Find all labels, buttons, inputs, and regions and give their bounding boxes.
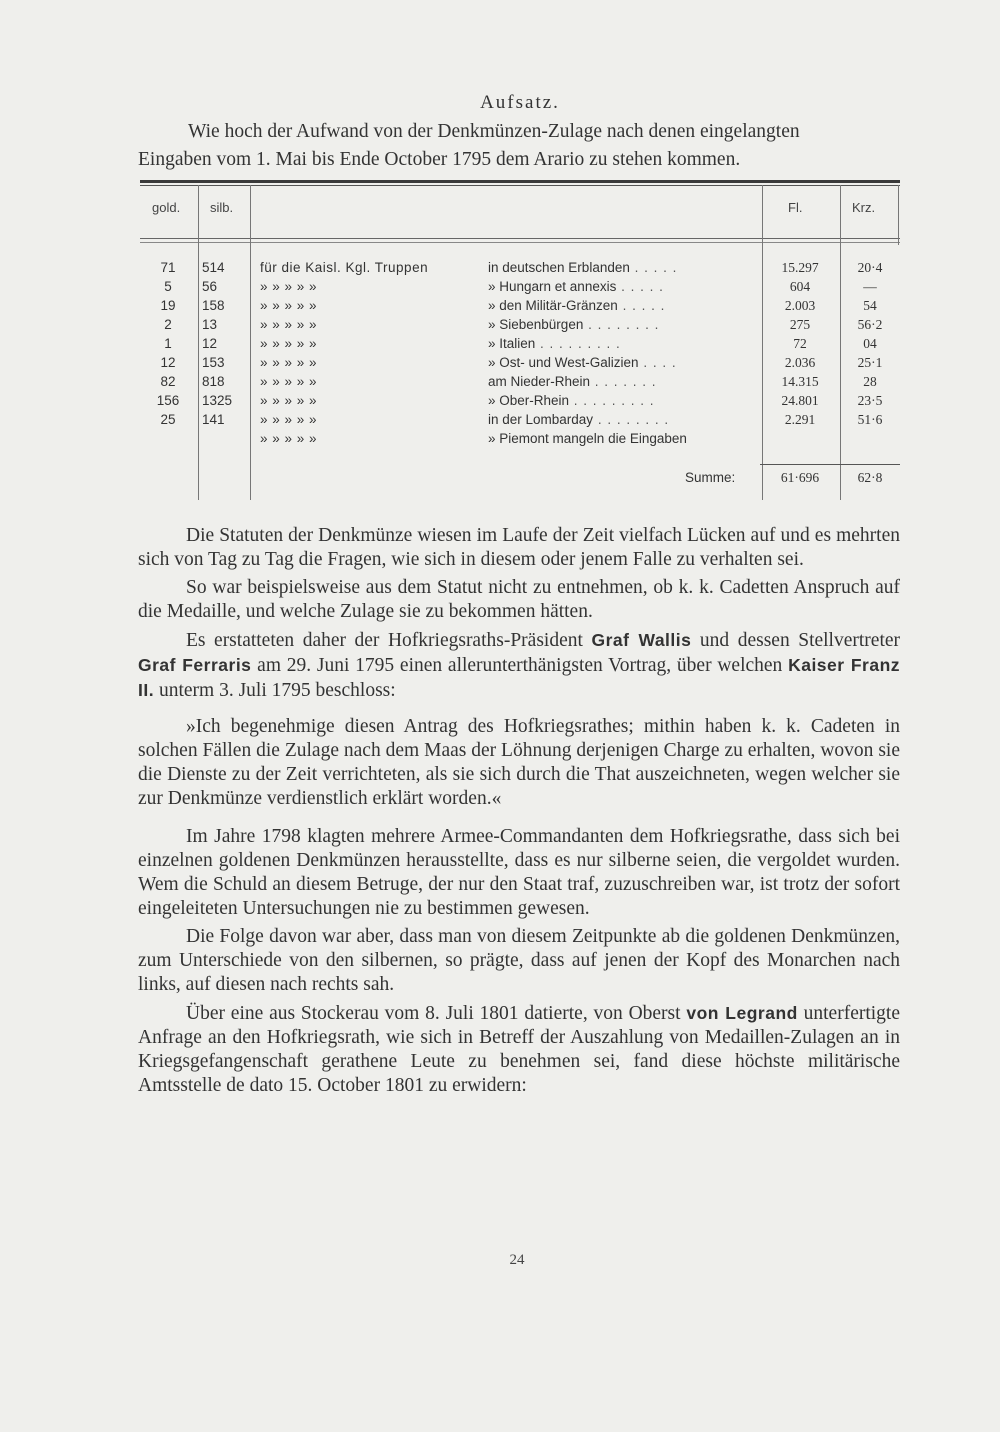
paragraph (138, 628, 900, 703)
cell-place: » Ober-Rhein (488, 393, 570, 408)
cell-leader-dots: . . . . . (616, 279, 664, 294)
cell-fl: 14.315 (781, 374, 819, 389)
cell-silb: 13 (202, 317, 218, 332)
header-rule (140, 238, 900, 239)
paragraph-text: Es erstatteten daher der Hofkriegsraths-Präsident (186, 630, 592, 651)
cell-silb: 141 (202, 412, 225, 427)
paragraph: Im Jahre 1798 klagten mehrere Armee-Commandanten dem Hofkriegsrathe, dass sich bei einzelnen goldenen Denkmünzen herausstellte, dass es nur silberne seien, die vergoldet wurden. Wem die Schuld an diesem Betruge, der nur den Staat traf, zuzuschreiben war, ist trotz der sofort eingeleiteten Untersuchungen nie zu bestimmen gewesen. (138, 826, 900, 919)
cell-description (260, 279, 760, 294)
page-number: 24 (509, 1252, 525, 1268)
cell-leader-dots: . . . . . . . (590, 374, 657, 389)
paragraph: So war beispielsweise aus dem Statut nicht zu entnehmen, ob k. k. Cadetten Anspruch auf die Medaille, und welche Zulage sie zu bekommen hätten. (138, 577, 900, 622)
header-silb: silb. (210, 200, 234, 215)
paragraph-text: Über eine aus Stockerau vom 8. Juli 1801 datierte, von Oberst (186, 1003, 687, 1024)
paragraph-text: unterfertigte Anfrage an den Hofkriegsrath, wie sich in Betreff der Auszahlung von Medaillen-Zulagen an in Kriegsgefangenschaft gerathene Leute zu benehmen sei, fand diese höchste militärische Amtsstelle de dato 15. October 1801 zu erwidern: (138, 1003, 901, 1096)
cell-krz: 28 (863, 374, 877, 389)
cell-place: » Piemont mangeln die Eingaben (488, 431, 687, 446)
cell-silb: 153 (202, 355, 225, 370)
cell-place: in der Lombarday (488, 412, 594, 427)
cell-silb: 158 (202, 298, 225, 313)
cell-silb: 12 (202, 336, 218, 351)
cell-leader-dots: . . . . . . . . . (535, 336, 621, 351)
cell-silb: 514 (202, 260, 225, 275)
cell-description (260, 374, 760, 389)
cell-place: » den Militär-Gränzen (488, 298, 618, 313)
cell-fl: 604 (789, 279, 811, 294)
table-row (140, 431, 900, 450)
table-row (140, 412, 900, 431)
person-name: Kaiser Franz II. (138, 655, 901, 700)
cell-krz: 04 (863, 336, 877, 351)
cell-leader-dots: . . . . . . . . (593, 412, 670, 427)
cell-gold: 156 (156, 393, 180, 408)
cell-place: am Nieder-Rhein (488, 374, 591, 389)
quotation: »Ich begenehmige diesen Antrag des Hofkriegsrathes; mithin haben k. k. Cadeten in solchen Fällen die Zulage nach dem Maas der Löhnung derjenigen Charge zu erhalten, wovon sie die Dienste zu der Zeit verrichteten, als sie sich durch die That auszeichneten, wegen welcher sie zur Denkmünze verdienstlich erklärt worden.« (138, 716, 900, 809)
cell-gold: 5 (164, 279, 172, 294)
cell-leader-dots: . . . . . (629, 260, 678, 275)
cell-silb: 818 (202, 374, 225, 389)
cell-leader-dots: . . . . . (617, 298, 666, 313)
expense-table (140, 180, 900, 500)
paragraph (138, 1001, 900, 1098)
cell-gold: 25 (160, 412, 176, 427)
cell-fl: 72 (793, 336, 807, 351)
cell-description (260, 317, 760, 332)
cell-krz: 56·2 (857, 317, 883, 332)
header-rule-thin (140, 242, 900, 243)
caption-line-1: Wie hoch der Aufwand von der Denkmünzen-Zulage nach denen eingelangten (188, 121, 800, 142)
cell-prefix: » » » » » (260, 336, 318, 351)
table-row (140, 355, 900, 374)
cell-fl: 2.003 (784, 298, 816, 313)
table-row (140, 336, 900, 355)
sum-fl: 61·696 (780, 470, 820, 485)
column-divider (898, 185, 899, 245)
cell-fl: 2.291 (784, 412, 816, 427)
table-top-rule-thin (140, 185, 900, 186)
header-fl: Fl. (788, 200, 803, 215)
cell-leader-dots: . . . . (638, 355, 677, 370)
cell-description (260, 431, 760, 446)
sum-row (140, 470, 900, 489)
cell-prefix: für die Kaisl. Kgl. Truppen (260, 260, 429, 275)
cell-fl: 15.297 (781, 260, 819, 275)
sum-rule (760, 464, 900, 465)
paragraph-text: am 29. Juni 1795 einen allerunterthänigsten Vortrag, über welchen (251, 655, 789, 676)
cell-prefix: » » » » » (260, 355, 318, 370)
person-name: von Legrand (686, 1003, 798, 1023)
cell-gold: 71 (160, 260, 176, 275)
cell-prefix: » » » » » (260, 279, 318, 294)
paragraph: Die Folge davon war aber, dass man von diesem Zeitpunkte ab die goldenen Denkmünzen, zum Unterschiede von den silbernen, so prägte, dass auf jenen der Kopf des Monarchen nach links, auf diesen nach rechts sah. (138, 926, 900, 995)
cell-prefix: » » » » » (260, 317, 318, 332)
cell-krz: 20·4 (857, 260, 883, 275)
cell-prefix: » » » » » (260, 298, 318, 313)
paragraph: Die Statuten der Denkmünze wiesen im Laufe der Zeit vielfach Lücken auf und es mehrten sich von Tag zu Tag die Fragen, wie sich in diesem oder jenem Falle zu verhalten sei. (138, 525, 900, 570)
cell-krz: 51·6 (857, 412, 883, 427)
cell-leader-dots: . . . . . . . . (583, 317, 660, 332)
cell-krz: 54 (863, 298, 877, 313)
table-row (140, 374, 900, 393)
table-row (140, 279, 900, 298)
paragraph-text: unterm 3. Juli 1795 beschloss: (154, 680, 396, 701)
table-row (140, 393, 900, 412)
table-row (140, 317, 900, 336)
header-krz: Krz. (852, 200, 876, 215)
person-name: Graf Wallis (591, 630, 692, 650)
cell-gold: 2 (164, 317, 172, 332)
cell-silb: 1325 (202, 393, 233, 408)
cell-place: » Siebenbürgen (488, 317, 584, 332)
cell-place: » Ost- und West-Galizien (488, 355, 639, 370)
cell-leader-dots: . . . . . . . . . (569, 393, 655, 408)
cell-prefix: » » » » » (260, 431, 318, 446)
cell-prefix: » » » » » (260, 393, 318, 408)
cell-place: » Hungarn et annexis (488, 279, 617, 294)
cell-description (260, 260, 760, 275)
table-row (140, 298, 900, 317)
cell-krz: 23·5 (857, 393, 883, 408)
cell-silb: 56 (202, 279, 218, 294)
caption-line-2: Eingaben vom 1. Mai bis Ende October 1795 dem Arario zu stehen kommen. (138, 149, 741, 170)
cell-gold: 1 (164, 336, 172, 351)
sum-label: Summe: (685, 470, 736, 485)
sum-krz: 62·8 (857, 470, 883, 485)
header-gold: gold. (152, 200, 181, 215)
cell-description (260, 393, 760, 408)
cell-fl: 2.036 (784, 355, 816, 370)
cell-gold: 82 (160, 374, 176, 389)
cell-krz: — (863, 279, 877, 294)
cell-place: in deutschen Erblanden (488, 260, 630, 275)
table-row (140, 260, 900, 279)
table-top-rule (140, 180, 900, 183)
cell-description (260, 336, 760, 351)
body-text (138, 524, 900, 1098)
cell-krz: 25·1 (857, 355, 883, 370)
cell-description (260, 355, 760, 370)
cell-description (260, 412, 760, 427)
cell-prefix: » » » » » (260, 412, 318, 427)
cell-fl: 24.801 (781, 393, 819, 408)
person-name: Graf Ferraris (138, 655, 252, 675)
cell-description (260, 298, 760, 313)
cell-place: » Italien (488, 336, 536, 351)
table-caption (138, 118, 908, 174)
cell-gold: 12 (160, 355, 176, 370)
cell-gold: 19 (160, 298, 176, 313)
cell-prefix: » » » » » (260, 374, 318, 389)
section-heading: Aufsatz. (480, 92, 560, 113)
cell-fl: 275 (789, 317, 811, 332)
paragraph-text: und dessen Stellvertreter (691, 630, 901, 651)
